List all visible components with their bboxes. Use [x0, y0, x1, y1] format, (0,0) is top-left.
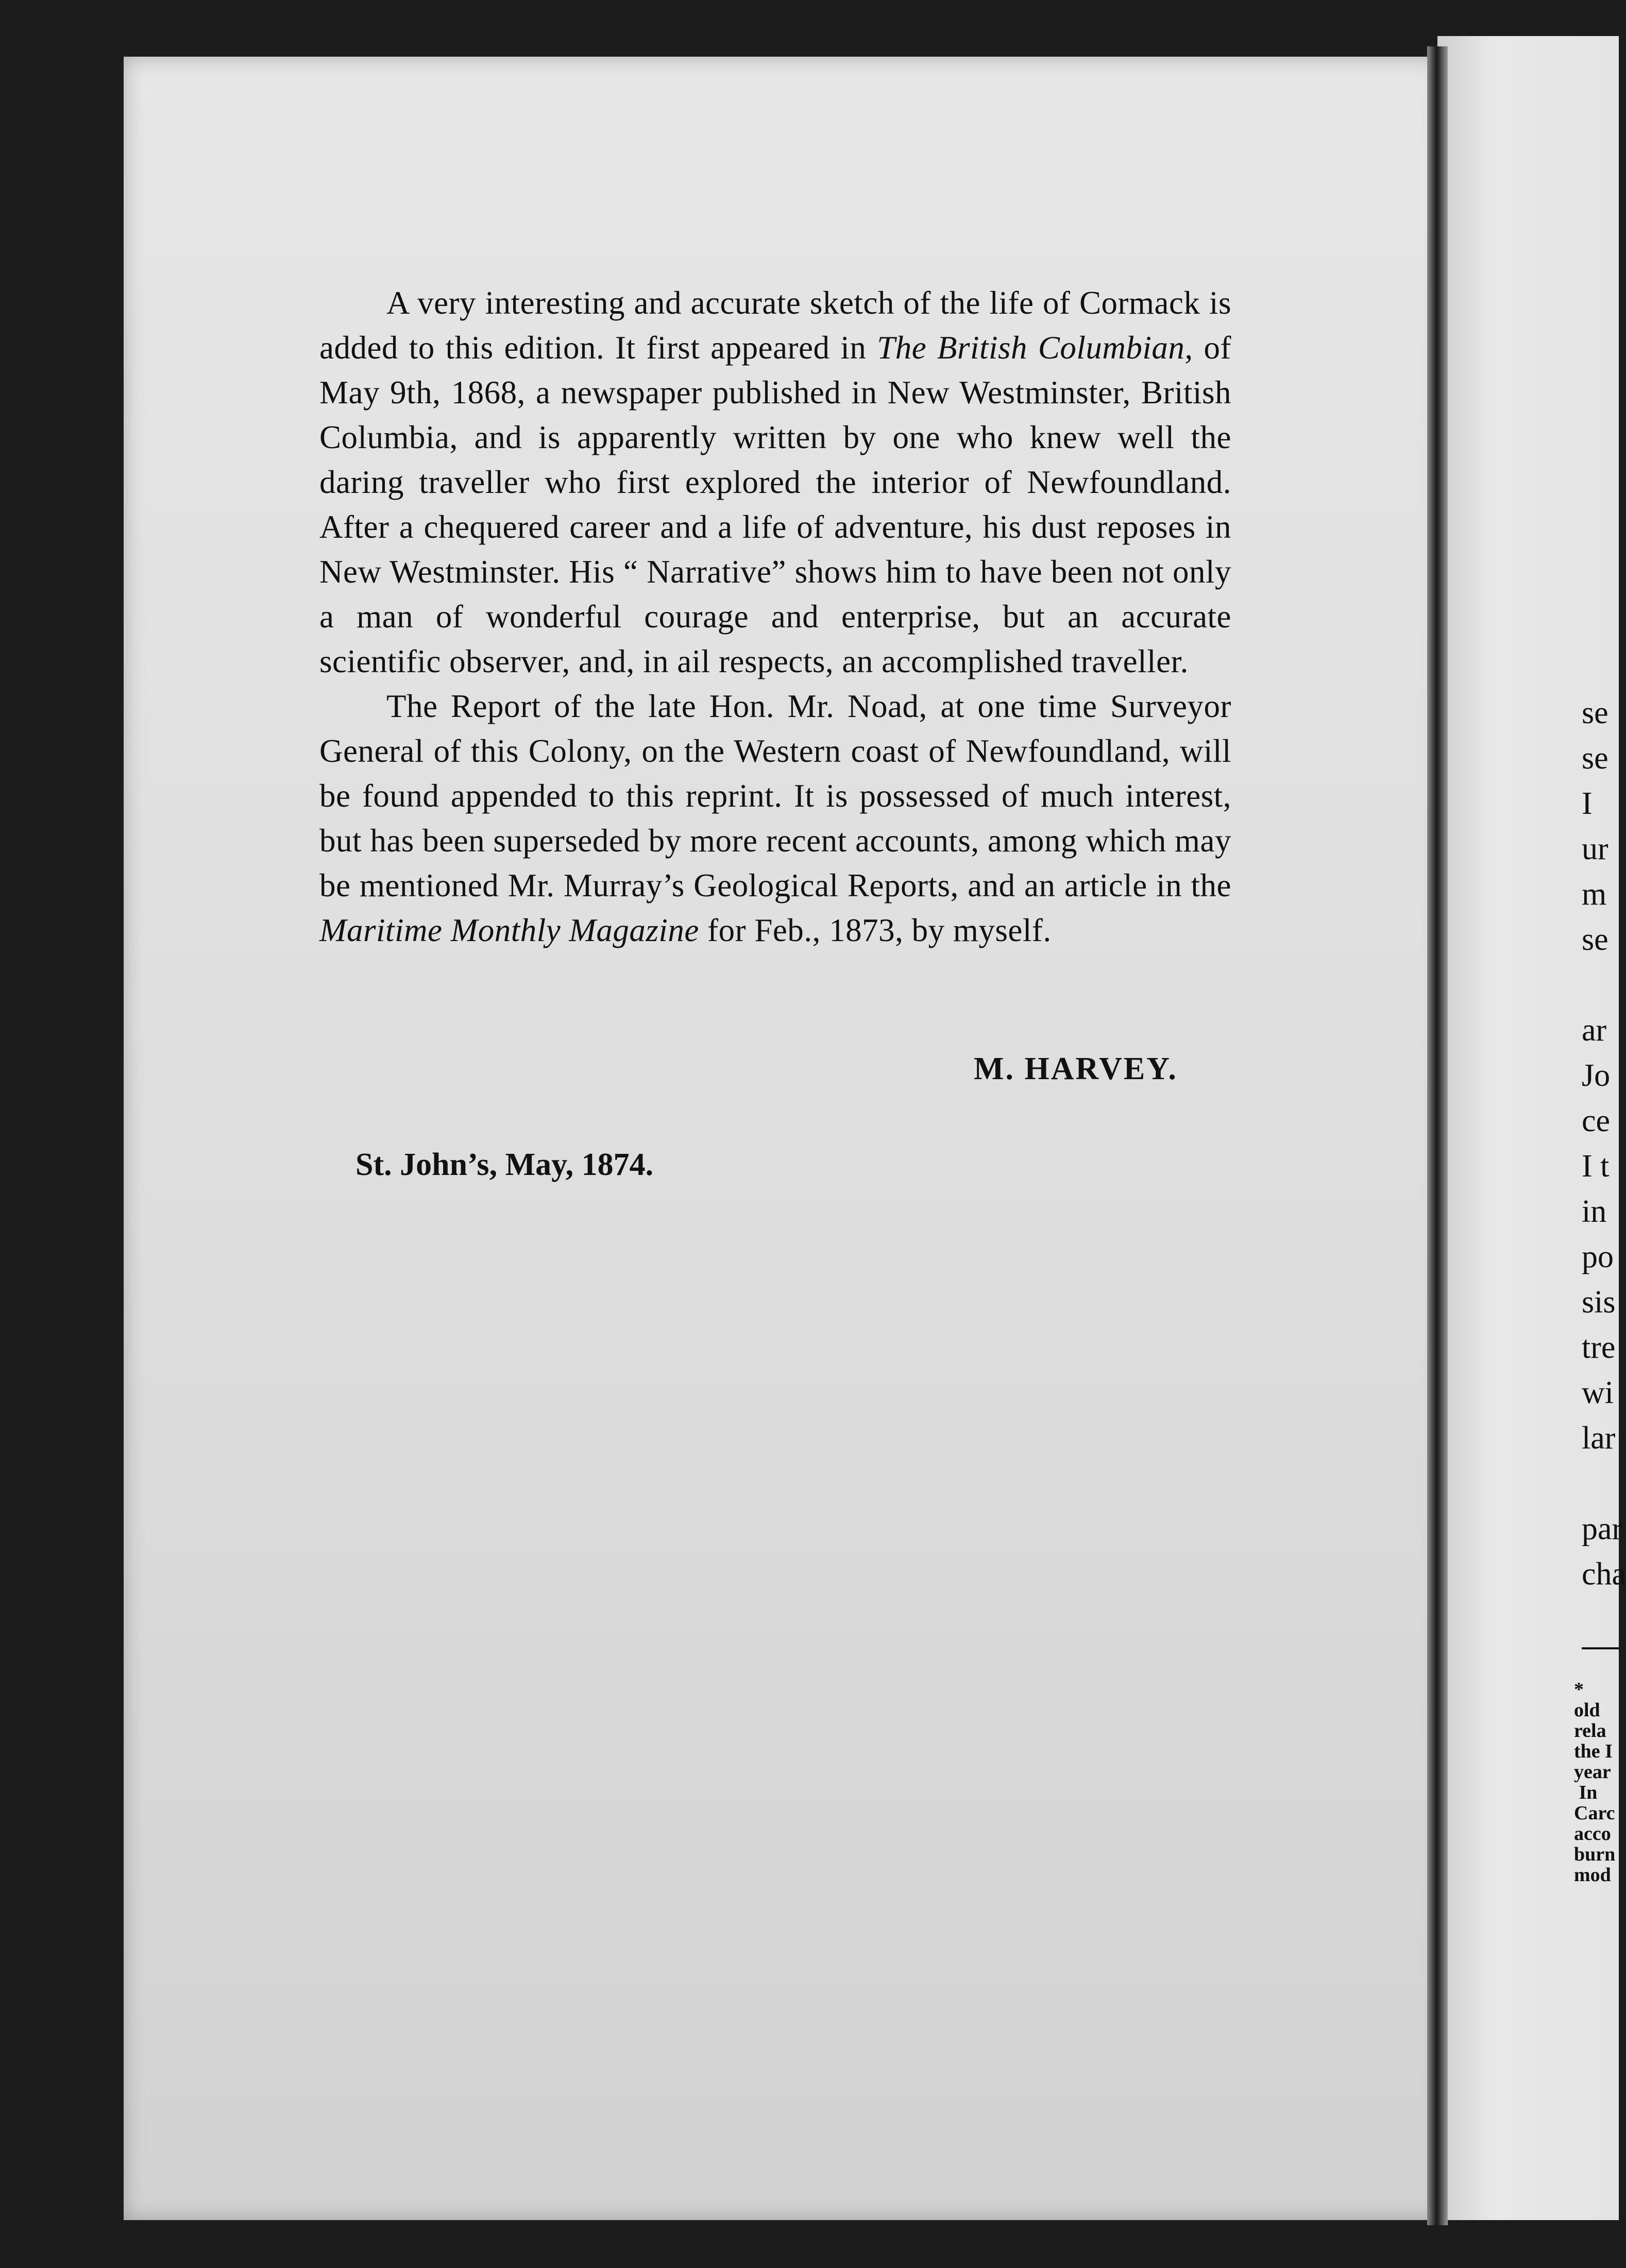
paragraph-2	[319, 684, 1231, 953]
book-gutter	[1427, 46, 1448, 2225]
paragraph-2-text-b: for Feb., 1873, by myself.	[699, 912, 1052, 948]
paragraph-2-text-a: The Report of the late Hon. Mr. Noad, at one time Surveyor General of this Colony, on the Western coast of Newfoundland, will be found appended to this reprint. It is possessed of much interest, but has been superseded by more recent accounts, among which may be mentioned Mr. Murray’s Geological Reports, and an article in the	[319, 688, 1231, 903]
right-page-footnote-fragments: * old rela the I year In Carc acco burn mod	[1574, 1679, 1616, 1886]
main-text	[319, 281, 1231, 953]
paragraph-1	[319, 281, 1231, 684]
right-page-text-fragments: se se I ur m se ar Jo ce I t in po sis tre wi lar par cha	[1582, 695, 1626, 1592]
paragraph-1-text-b: of May 9th, 1868, a newspaper published in New Westminster, British Columbia, and is apparently written by one who knew well the daring traveller who first explored the interior of Newfoundland. After a chequered career and a life of adventure, his dust reposes in New Westminster. His “ Narrative” shows him to have been not only a man of wonderful courage and enterprise, but an accurate scientific observer, and, in ail respects, an accomplished traveller.	[319, 330, 1231, 679]
paragraph-1-text-a: A very interesting and accurate sketch of the life of Cormack is added to this edition. It first appeared in	[319, 285, 1231, 366]
dateline: St. John’s, May, 1874.	[355, 1147, 654, 1182]
footnote-rule	[1582, 1647, 1619, 1649]
paragraph-1-italic: The British Columbian,	[877, 330, 1193, 366]
paragraph-2-italic: Maritime Monthly Magazine	[319, 912, 699, 948]
signature: M. HARVEY.	[974, 1051, 1178, 1086]
